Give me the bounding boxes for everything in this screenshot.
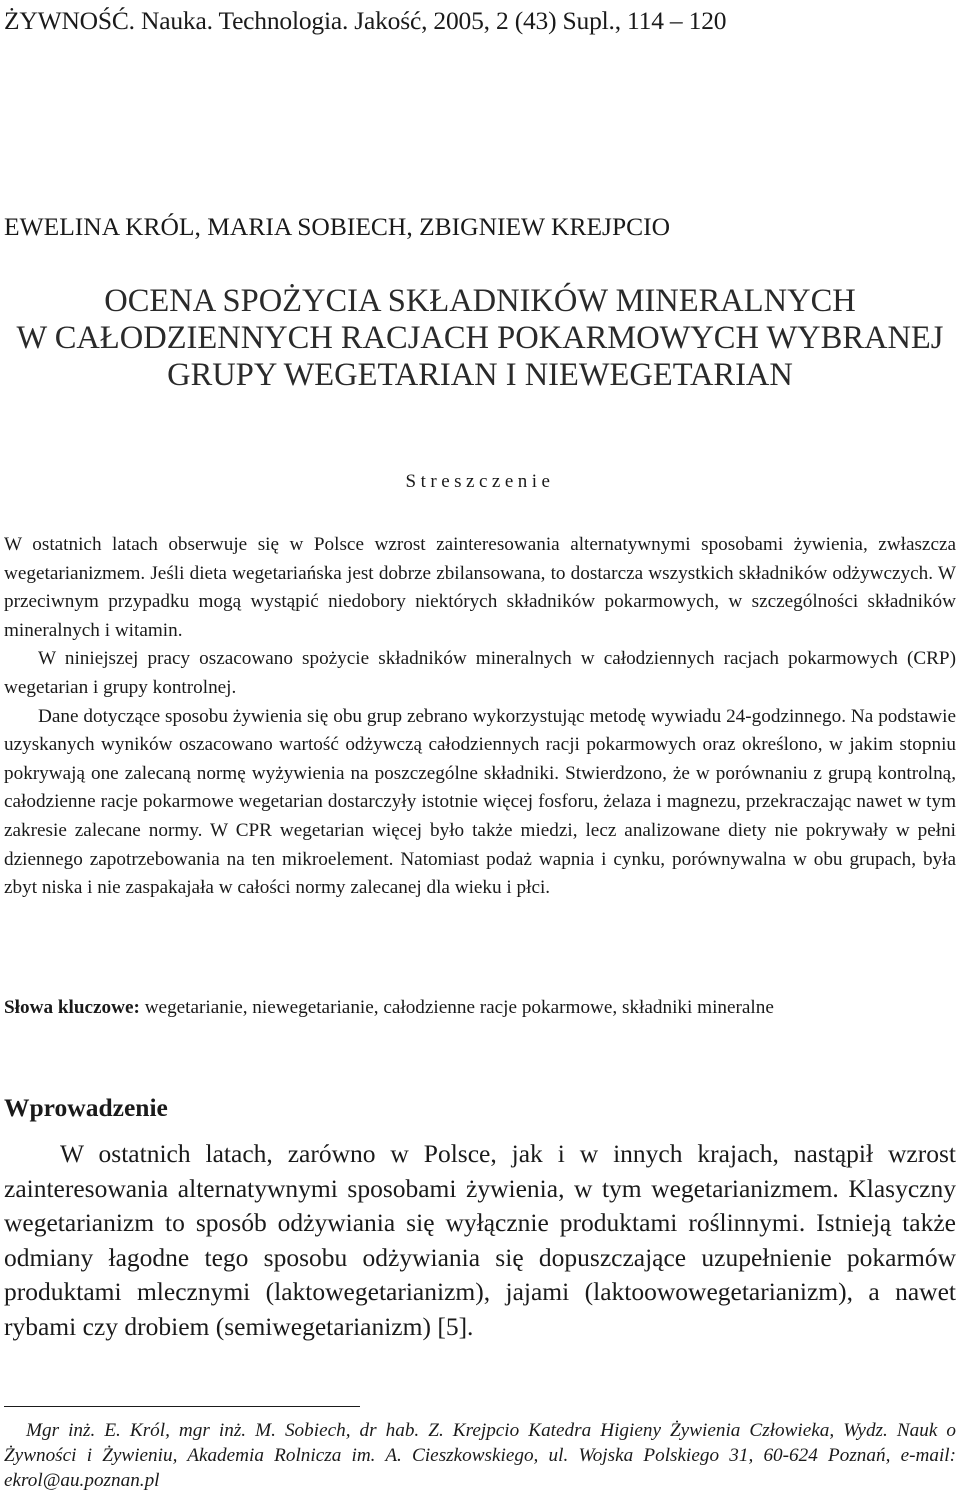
abstract-paragraph-1: W ostatnich latach obserwuje się w Polsce wzrost zainteresowania alternatywnymi sposobami żywienia, zwłaszcza wegetarianizmem. Jeśli dieta wegetariańska jest dobrze zbilansowana, to dostarcza wszystkich składników odżywczych. W przeciwnym przypadku mogą wystąpić niedobory niektórych składników pokarmowych, w szczególności składników mineralnych i witamin.: [4, 534, 956, 641]
footnote-divider: [4, 1406, 360, 1407]
title-line-3: GRUPY WEGETARIAN I NIEWEGETARIAN: [167, 357, 793, 393]
journal-header: ŻYWNOŚĆ. Nauka. Technologia. Jakość, 2005, 2 (43) Supl., 114 – 120: [4, 6, 727, 35]
paper-page: [4, 0, 956, 1497]
abstract-paragraph-2: W niniejszej pracy oszacowano spożycie składników mineralnych w całodziennych racjach pokarmowych (CRP) wegetarian i grupy kontrolnej.: [4, 648, 956, 698]
introduction-heading: Wprowadzenie: [4, 1093, 168, 1122]
article-authors: EWELINA KRÓL, MARIA SOBIECH, ZBIGNIEW KREJPCIO: [4, 212, 671, 241]
abstract-body: [4, 531, 956, 903]
introduction-paragraph: W ostatnich latach, zarówno w Polsce, jak i w innych krajach, nastąpił wzrost zainteresowania alternatywnymi sposobami żywienia, w tym wegetarianizmem. Klasyczny wegetarianizm to sposób odżywiania się wyłącznie produktami roślinnymi. Istnieją także odmiany łagodne tego sposobu odżywiania się dopuszczające uzupełnienie pokarmów produktami mlecznymi (laktowegetarianizm), jajami (laktoowowegetarianizm), a nawet rybami czy drobiem (semiwegetarianizm) [5].: [4, 1139, 956, 1341]
keywords-label: Słowa kluczowe:: [4, 997, 140, 1018]
author-affiliation-footnote: [4, 1418, 956, 1494]
keywords-text: wegetarianie, niewegetarianie, całodzienne racje pokarmowe, składniki mineralne: [139, 997, 774, 1018]
abstract-heading: Streszczenie: [405, 471, 555, 492]
article-title: [4, 283, 956, 394]
title-line-2: W CAŁODZIENNYCH RACJACH POKARMOWYCH WYBRANEJ: [16, 320, 944, 356]
keywords: [4, 997, 956, 1019]
abstract-paragraph-3: Dane dotyczące sposobu żywienia się obu grup zebrano wykorzystując metodę wywiadu 24-godzinnego. Na podstawie uzyskanych wyników oszacowano wartość odżywczą całodziennych racji pokarmowych oraz określono, w jakim stopniu pokrywają one zalecaną normę wyżywienia na poszczególne składniki. Stwierdzono, że w porównaniu z grupą kontrolną, całodzienne racje pokarmowe wegetarian dostarczyły istotnie więcej fosforu, żelaza i magnezu, przekraczając nawet w tym zakresie zalecane normy. W CPR wegetarian więcej było także miedzi, lecz analizowane diety nie pokrywały w pełni dziennego zapotrzebowania na ten mikroelement. Natomiast podaż wapnia i cynku, porównywalna w obu grupach, była zbyt niska i nie zaspakajała w całości normy zalecanej dla wieku i płci.: [4, 705, 956, 899]
footnote-text: Mgr inż. E. Król, mgr inż. M. Sobiech, dr hab. Z. Krejpcio Katedra Higieny Żywienia Człowieka, Wydz. Nauk o Żywności i Żywieniu, Akademia Rolnicza im. A. Cieszkowskiego, ul. Wojska Polskiego 31, 60-624 Poznań, e-mail: ekrol@au.poznan.pl: [4, 1420, 956, 1492]
introduction-body: [4, 1137, 956, 1345]
title-line-1: OCENA SPOŻYCIA SKŁADNIKÓW MINERALNYCH: [104, 283, 856, 319]
